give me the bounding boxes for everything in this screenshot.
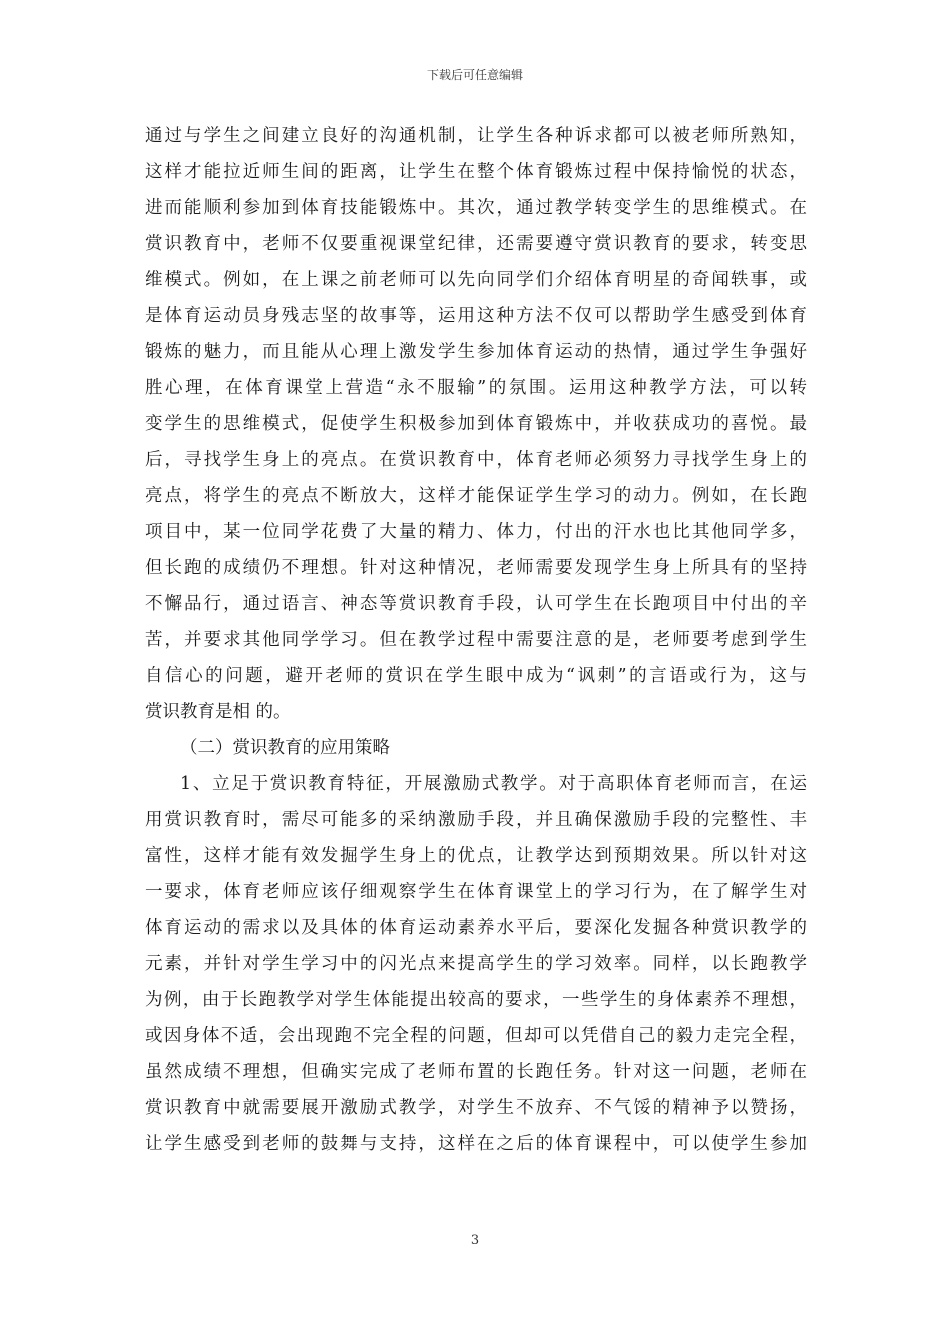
page-header: 下载后可任意编辑: [426, 68, 523, 82]
text-line: 为例，由于长跑教学对学生体能提出较高的要求，一些学生的身体素养不理想，: [145, 990, 807, 1010]
text-line: 不懈品行，通过语言、神态等赏识教育手段，认可学生在长跑项目中付出的辛: [145, 594, 807, 614]
text-line: 是体育运动员身残志坚的故事等，运用这种方法不仅可以帮助学生感受到体育: [145, 306, 807, 326]
section-heading: （二）赏识教育的应用策略: [180, 738, 390, 758]
text-line: 进而能顺利参加到体育技能锻炼中。其次，通过教学转变学生的思维模式。在: [145, 198, 807, 218]
text-line: 通过与学生之间建立良好的沟通机制，让学生各种诉求都可以被老师所熟知，: [145, 126, 807, 146]
text-line: 苦，并要求其他同学学习。但在教学过程中需要注意的是，老师要考虑到学生: [145, 630, 807, 650]
text-line: 这样才能拉近师生间的距离，让学生在整个体育锻炼过程中保持愉悦的状态，: [145, 162, 807, 182]
document-body: [145, 118, 807, 1162]
text-line: 赏识教育是相 的。: [145, 702, 291, 722]
page-number: 3: [470, 1233, 480, 1248]
text-line: 虽然成绩不理想，但确实完成了老师布置的长跑任务。针对这一问题，老师在: [145, 1062, 807, 1082]
text-line: 体育运动的需求以及具体的体育运动素养水平后，要深化发掘各种赏识教学的: [145, 918, 807, 938]
text-line: 让学生感受到老师的鼓舞与支持，这样在之后的体育课程中，可以使学生参加: [145, 1134, 807, 1154]
text-line: 亮点，将学生的亮点不断放大，这样才能保证学生学习的动力。例如，在长跑: [145, 486, 807, 506]
text-line: 赏识教育中就需要展开激励式教学，对学生不放弃、不气馁的精神予以赞扬，: [145, 1098, 807, 1118]
text-line: 后，寻找学生身上的亮点。在赏识教育中，体育老师必须努力寻找学生身上的: [145, 450, 807, 470]
text-line: 赏识教育中，老师不仅要重视课堂纪律，还需要遵守赏识教育的要求，转变思: [145, 234, 807, 254]
text-line: 富性，这样才能有效发掘学生身上的优点，让教学达到预期效果。所以针对这: [145, 846, 807, 866]
text-line: 锻炼的魅力，而且能从心理上激发学生参加体育运动的热情，通过学生争强好: [145, 342, 807, 362]
text-line: 1、立足于赏识教育特征，开展激励式教学。对于高职体育老师而言，在运: [180, 774, 807, 794]
text-line: 变学生的思维模式，促使学生积极参加到体育锻炼中，并收获成功的喜悦。最: [145, 414, 807, 434]
text-line: 或因身体不适，会出现跑不完全程的问题，但却可以凭借自己的毅力走完全程，: [145, 1026, 807, 1046]
text-line: 一要求，体育老师应该仔细观察学生在体育课堂上的学习行为，在了解学生对: [145, 882, 807, 902]
text-line: 维模式。例如，在上课之前老师可以先向同学们介绍体育明星的奇闻轶事，或: [145, 270, 807, 290]
text-line: 项目中，某一位同学花费了大量的精力、体力，付出的汗水也比其他同学多，: [145, 522, 807, 542]
text-line: 但长跑的成绩仍不理想。针对这种情况，老师需要发现学生身上所具有的坚持: [145, 558, 807, 578]
text-line: 胜心理，在体育课堂上营造“永不服输”的氛围。运用这种教学方法，可以转: [145, 378, 807, 398]
text-line: 元素，并针对学生学习中的闪光点来提高学生的学习效率。同样，以长跑教学: [145, 954, 807, 974]
text-line: 自信心的问题，避开老师的赏识在学生眼中成为“讽刺”的言语或行为，这与: [145, 666, 807, 686]
text-line: 用赏识教育时，需尽可能多的采纳激励手段，并且确保激励手段的完整性、丰: [145, 810, 807, 830]
